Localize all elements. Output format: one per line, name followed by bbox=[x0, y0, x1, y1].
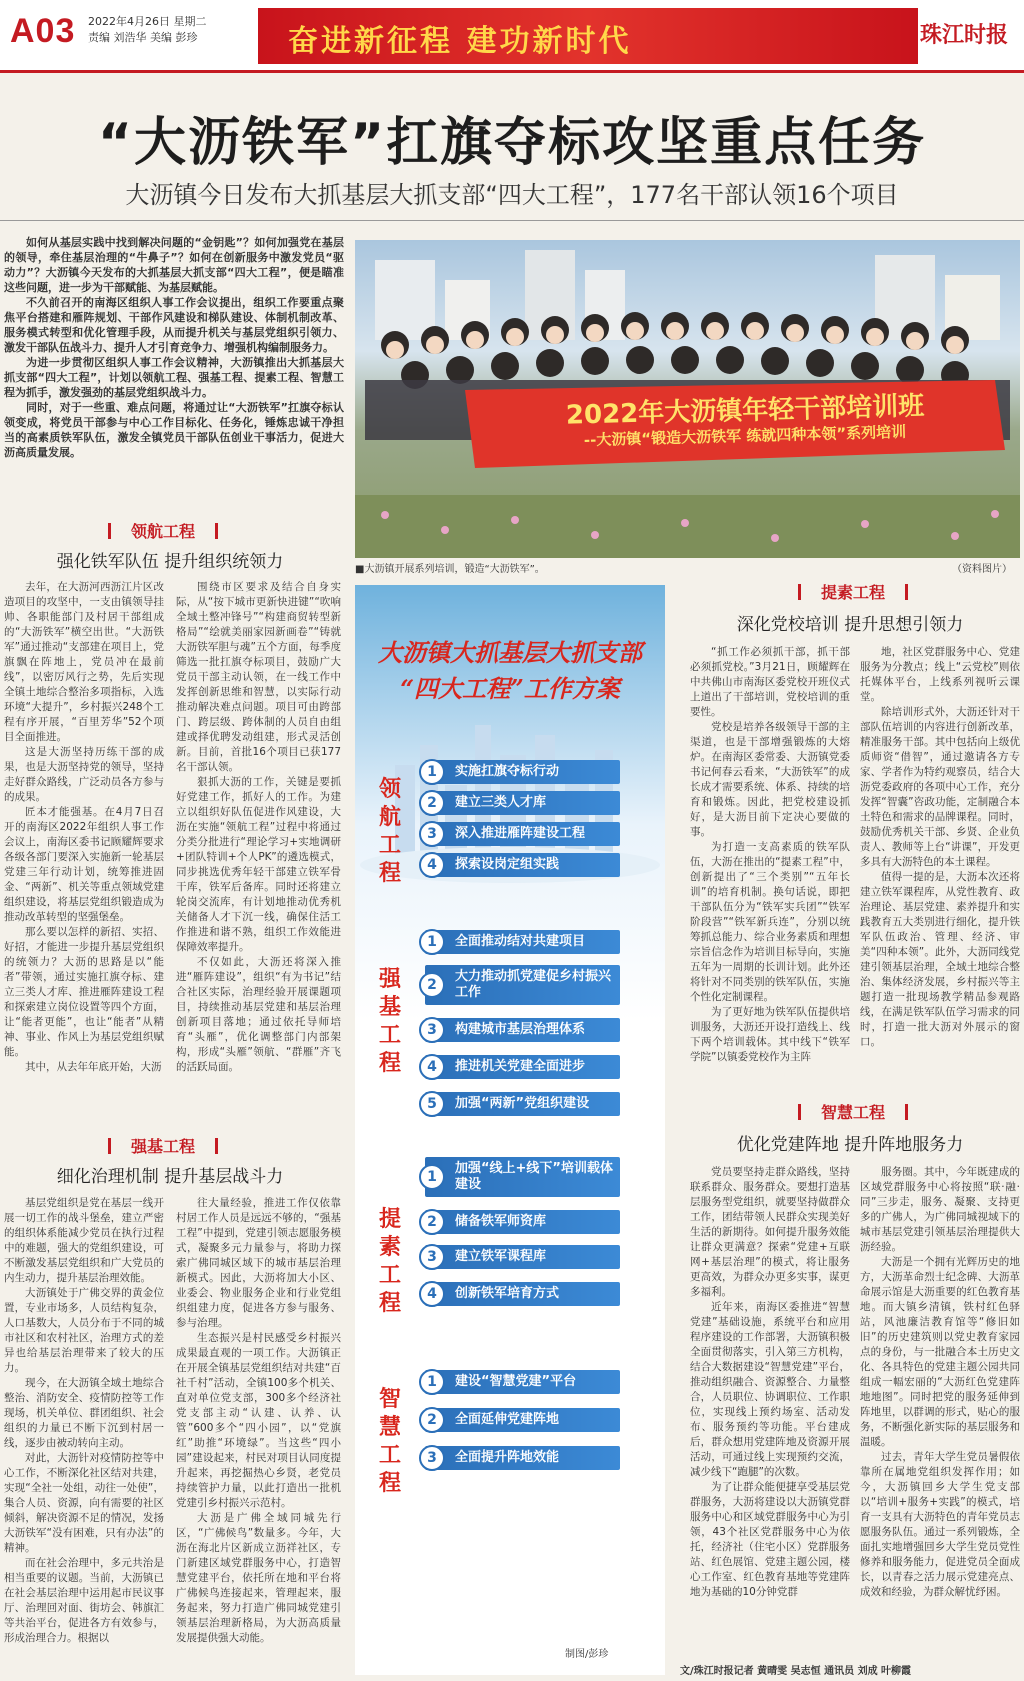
paragraph: 地，社区党群服务中心、党建服务为分教点；线上“云党校”则依托媒体平台，上线系列视听云课堂。 bbox=[860, 646, 1020, 703]
infographic-item bbox=[425, 1157, 620, 1197]
infographic-group-label-zhihui: 智慧工程 bbox=[378, 1386, 401, 1496]
headline: “大沥铁军”扛旗夺标攻坚重点任务 bbox=[97, 113, 927, 173]
item-text: 探索设岗定组实践 bbox=[455, 857, 560, 872]
infographic-title bbox=[355, 635, 665, 707]
infographic-title-line2: “四大工程”工作方案 bbox=[400, 674, 620, 703]
paragraph: 往大量经验，推进工作仅依靠村居工作人员是远远不够的，“强基工程”中提到，党建引领志愿服务模式，凝聚多元力量参与，将助力探索广佛同城区域下的城市基层治理新模式。因此，大沥将加大小区、业委会、物业服务企业和行业党组织组建力度，促进各方参与服务、参与治理。 bbox=[176, 1197, 341, 1329]
linghang-col1 bbox=[4, 580, 164, 1115]
paragraph: 那么要以怎样的新招、实招、好招，才能进一步提升基层党组织的统领力？大沥的思路是以“能者”带领，通过实施扛旗夺标、建立三类人才库、推进雁阵建设工程和探索建立岗位设置等四个方面，让“能者更能”，也让“能者”从精神、事业、作风上为基层党组织赋能。 bbox=[4, 926, 164, 1058]
paragraph: 围绕市区要求及结合自身实际，从“按下城市更新快进键”“吹响全域土整冲锋号”“构建商贸转型新格局”“绘就美丽家园新画卷”“铸就大沥铁军胆与魂”五个方面，每季度筛选一批扛旗夺标项目，鼓励广大党员干部主动认领，在一线工作中发挥创新思维和智慧，以实际行动推动解决难点问题。项目可由跨部门、跨层级、跨体制的人员自由组建或择优聘发动组建，形式灵活创新。目前，首批16个项目已获177名干部认领。 bbox=[176, 581, 341, 773]
article-byline: 文/珠江时报记者 黄晴雯 吴志恒 通讯员 刘成 叶柳霞 bbox=[680, 1666, 912, 1677]
linghang-col2 bbox=[176, 580, 341, 1115]
item-number-badge: 3 bbox=[419, 1017, 445, 1043]
infographic-item bbox=[425, 965, 620, 1005]
infographic-item bbox=[425, 1370, 620, 1394]
lead-paragraph: 如何从基层实践中找到解决问题的“金钥匙”？如何加强党在基层的领导，牵住基层治理的“牛鼻子”？如何在创新服务中激发党员“驱动力”？大沥镇今天发布的大抓基层大抓支部“四大工程”，便是瞄准这些问题，进一步为干部赋能、为基层赋能。 bbox=[4, 236, 344, 294]
item-number-badge: 2 bbox=[419, 1407, 445, 1433]
item-text: 全面推动结对共建项目 bbox=[455, 934, 586, 949]
subheadline: 大沥镇今日发布大抓基层大抓支部“四大工程”，177名干部认领16个项目 bbox=[125, 181, 899, 209]
infographic-group-label-qiangji: 强基工程 bbox=[378, 966, 401, 1076]
infographic-group-label-tisu: 提素工程 bbox=[378, 1206, 401, 1316]
paragraph: 现今，在大沥镇全域土地综合整治、消防安全、疫情防控等工作现场，机关单位、群团组织、社会组织的力量已不断下沉到村居一线，逐步由被动转向主动。 bbox=[4, 1377, 164, 1449]
item-text: 深入推进雁阵建设工程 bbox=[455, 826, 586, 841]
infographic-item bbox=[425, 853, 620, 877]
item-text: 储备铁军师资库 bbox=[455, 1214, 547, 1229]
section-title-linghang: 强化铁军队伍 提升组织统领力 bbox=[56, 552, 284, 572]
paragraph: 而在社会治理中，多元共治是相当重要的议题。当前，大沥镇已在社会基层治理中运用起市民议事厅、治理回对面、街坊会、韩旗汇等共治平台，促进各方有效参与，形成治理合力。根据以 bbox=[4, 1557, 164, 1644]
paragraph: 去年，在大沥河西沥江片区改造项目的攻坚中，一支由镇领导挂帅、各职能部门及村居干部组成的“大沥铁军”横空出世。“大沥铁军”通过推动“支部建在项目上，党旗飘在阵地上，党员冲在最前线”，以密厉风行之势，先后实现全镇土地综合整治多项指标，入选环境“大提升”，乡村振兴248个工程有序开展，“百里芳华”52个项目全面推进。 bbox=[4, 581, 164, 743]
zhihui-col2 bbox=[860, 1165, 1020, 1655]
item-text: 加强“线上+线下”培训载体建设 bbox=[455, 1161, 613, 1192]
paragraph: 服务圈。其中，今年既建成的区域党群服务中心将按照“联·融·同”三步走，服务、凝聚、支持更多的广佛人，为广佛同城视域下的城市基层党建引领基层治理提供大沥经验。 bbox=[860, 1166, 1020, 1253]
section-title-zhihui: 优化党建阵地 提升阵地服务力 bbox=[736, 1135, 964, 1155]
paragraph: 过去，青年大学生党员暑假依靠所在属地党组织发挥作用；如今，大沥镇回乡大学生党支部以“培训+服务+实践”的模式，培育一支具有大沥特色的青年党员志愿服务队伍。通过一系列锻炼，全面扎实地增强回乡大学生党员党性修养和服务能力，促进党员全面成长，以青春之活力展示党建亮点、成效和经验，为群众解忧纾困。 bbox=[860, 1451, 1020, 1598]
section-tag-zhihui: 智慧工程 bbox=[798, 1100, 908, 1122]
lead-paragraph: 不久前召开的南海区组织人事工作会议提出，组织工作要重点聚焦平台搭建和雁阵规划、干部作风建设和梯队建设、体制机制改革、服务模式转型和优化管理手段，从而提升机关与基层党组织引领力、激发干部队伍战斗力、提升人才引育竞争力、增强机构编制服务力。 bbox=[4, 296, 344, 354]
item-number-badge: 2 bbox=[419, 1209, 445, 1235]
section-title-qiangji: 细化治理机制 提升基层战斗力 bbox=[56, 1167, 284, 1187]
item-text: 建立三类人才库 bbox=[455, 795, 547, 810]
group-photo bbox=[355, 240, 1020, 558]
paragraph: 值得一提的是，大沥本次还将建立铁军课程库，从党性教育、政治理论、基层党建、素养提升和实践教育五大类别进行细化，提升铁军队伍政治、管理、经济、审美“四种本领”。此外，大沥同线党建引领基层治理，全域土地综合整治、集体经济发展，乡村振兴等主题打造一批现场教学精品参观路线，在满足铁军队伍学习需求的同时，打造一批大沥对外展示的窗口。 bbox=[860, 871, 1020, 1048]
item-number-badge: 1 bbox=[419, 1164, 445, 1190]
lead-text bbox=[4, 235, 344, 520]
item-number-badge: 1 bbox=[419, 759, 445, 785]
item-number-badge: 1 bbox=[419, 1369, 445, 1395]
section-title-tisu: 深化党校培训 提升思想引领力 bbox=[736, 615, 964, 635]
item-number-badge: 3 bbox=[419, 1244, 445, 1270]
paragraph: 大沥是一个拥有光辉历史的地方，大沥革命烈士纪念碑、大沥革命展示馆是大沥重要的红色教育基地。而大镇乡清镇，铁村红色驿站，风池廉洁教育馆等“修旧如旧”的历史建筑则以党史教育家园点的身份，与一批融合本土历史文化、各具特色的党建主题公园共同组成一幅宏丽的“大沥红色党建阵地地图”。同时把党的服务延伸到阵地里，以群调的形式，贴心的服务，不断强化新实际的基层服务和温暖。 bbox=[860, 1256, 1020, 1448]
paragraph: 为打造一支高素质的铁军队伍，大沥在推出的“提素工程”中，创新提出了“三个类别”“五年长训”的培育机制。换句话说，即把干部队伍分为“铁军实兵团”“铁军阶段营”“铁军新兵连”，分别以统筹抓总能力、综合业务素质和理想宗旨信念作为培训目标导向，实施五年为一周期的长训计划。此外还将针对不同类别的铁军队伍，实施个性化定制课程。 bbox=[690, 841, 850, 1003]
photo-caption-text: ■大沥镇开展系列培训，锻造“大沥铁军”。 bbox=[355, 564, 545, 575]
infographic-item bbox=[425, 1092, 620, 1116]
editors: 责编 刘浩华 美编 彭珍 bbox=[88, 31, 198, 44]
paragraph: 为了更好地为铁军队伍提供培训服务，大沥还开设打造线上、线下两个培训载体。其中线下“铁军学院”以镇委党校作为主阵 bbox=[690, 1006, 850, 1063]
infographic-item bbox=[425, 930, 620, 954]
tisu-col1 bbox=[690, 645, 850, 1100]
item-number-badge: 2 bbox=[419, 790, 445, 816]
section-tag-qiangji: 强基工程 bbox=[108, 1134, 218, 1156]
paragraph: 大沥是广佛全域同城先行区，“广佛候鸟”数量多。今年，大沥在海北片区新成立沥祥社区，专门新建区域党群服务中心，打造智慧党建平台，依托所在地和平台将广佛候鸟连接起来，管理起来，服务起来，努力打造广佛同城党建引领基层治理新格局，为大沥高质量发展提供强大动能。 bbox=[176, 1512, 341, 1644]
infographic-item bbox=[425, 1055, 620, 1079]
paragraph: 为了让群众能便捷享受基层党群服务，大沥将建设以大沥镇党群服务中心和区域党群服务中心为引领，43个社区党群服务中心为依托，经济社（住宅小区）党群服务站、红色展馆、党建主题公园，楼心工作室、红色教育基地等党建阵地为基础的10分钟党群 bbox=[690, 1481, 850, 1598]
item-number-badge: 2 bbox=[419, 972, 445, 998]
newspaper-logo: 珠江时报 bbox=[920, 22, 1009, 48]
section-tag-linghang: 领航工程 bbox=[108, 519, 218, 541]
masthead bbox=[0, 0, 1024, 70]
item-text: 全面延伸党建阵地 bbox=[455, 1412, 560, 1427]
page-number: A03 bbox=[10, 12, 76, 50]
qiangji-col2 bbox=[176, 1196, 341, 1676]
item-number-badge: 4 bbox=[419, 1054, 445, 1080]
infographic-item bbox=[425, 1282, 620, 1306]
item-text: 大力推动抓党建促乡村振兴工作 bbox=[455, 969, 612, 1000]
item-text: 推进机关党建全面进步 bbox=[455, 1059, 586, 1074]
item-number-badge: 1 bbox=[419, 929, 445, 955]
infographic-item bbox=[425, 791, 620, 815]
infographic-item bbox=[425, 822, 620, 846]
lead-paragraph: 同时，对于一些重、难点问题，将通过让“大沥铁军”扛旗夺标认领变成，将党员干部参与中心工作目标化、任务化，锤炼忠诚干净担当的高素质铁军队伍，激发全镇党员干部队伍创业干事活力，促进大沥高质量发展。 bbox=[4, 401, 344, 459]
item-number-badge: 3 bbox=[419, 1445, 445, 1471]
paragraph: 近年来，南海区委推进“智慧党建”基础设施，系统平台和应用程序建设的工作部署，大沥镇积极全面贯彻落实，引入第三方机构，结合大数据建设“智慧党建”平台，推动组织融合、资源整合、力量整合，人员职位、协调职位、工作职位，实现线上预约场室、活动发布、服务预约等功能。平台建成后，群众想用党建阵地及资源开展活动，可通过线上实现预约交流，减少线下“跑腿”的次数。 bbox=[690, 1301, 850, 1478]
item-number-badge: 4 bbox=[419, 852, 445, 878]
infographic-item bbox=[425, 1245, 620, 1269]
masthead-divider bbox=[0, 70, 1024, 73]
paragraph: 基层党组织是党在基层一线开展一切工作的战斗堡垒，建立严密的组织体系能减少党员在执行过程中的难题，强大的党组织建设，可不断激发基层党组织和广大党员的内生动力，提升基层治理效能。 bbox=[4, 1197, 164, 1284]
item-number-badge: 4 bbox=[419, 1281, 445, 1307]
paragraph: 生态振兴是村民感受乡村振兴成果最直观的一项工作。大沥镇正在开展全镇基层党组织结对共建“百社千村”活动，全镇100多个机关、直对单位党支部，300多个经济社党支部主动“认建、认养、认管”600多个“四小园”，以“党旗红”助推“环境绿”。当这些“四小园”建设起来，村民对项目认同度提升起来，再挖掘热心乡贤，老党员持续管护力量，以此打造出一批机党建引乡村振兴示范村。 bbox=[176, 1332, 341, 1509]
paragraph: 除培训形式外，大沥还针对干部队伍培训的内容进行创新改革，精准服务干部。其中包括向上级优质师资“借智”，通过邀请各方专家、学者作为特约观察员，结合大沥党委政府的各项中心工作，充分发挥“智囊”咨政功能，定制融合本土特色和需求的品牌课程。同时，鼓励优秀机关干部、乡贤、企业负责人、教师等上台“讲课”，开发更多具有大沥特色的本土课程。 bbox=[860, 706, 1020, 868]
paragraph: 对此，大沥针对疫情防控等中心工作，不断深化社区结对共建，实现“全社一处组，动往一处使”，集合人员、资源，向有需要的社区倾斜，解决资源不足的情况，发扬大沥铁军“没有困难，只有办法”的精神。 bbox=[4, 1452, 164, 1554]
infographic-title-line1: 大沥镇大抓基层大抓支部 bbox=[378, 638, 642, 667]
item-text: 加强“两新”党组织建设 bbox=[455, 1096, 590, 1111]
photo-banner-title: 2022年大沥镇年轻干部培训班 bbox=[565, 391, 925, 431]
paragraph: 狠抓大沥的工作，关键是要抓好党建工作，抓好人的工作。为建立以组织好队伍促进作风建设，大沥在实施“领航工程”过程中将通过分类分批进行“理论学习+实地调研+团队特训+个人PK”的遴选模式，同步挑选优秀年轻干部建立铁军骨干库，铁军后备库。同时还将建立轮岗交流库，有计划地推动优秀机关储备人才下沉一线，确保住活工作推进和谐不熟，组织工作效能进保障效率提升。 bbox=[176, 776, 341, 953]
section-tag-tisu: 提素工程 bbox=[798, 580, 908, 602]
zhihui-col1 bbox=[690, 1165, 850, 1655]
paragraph: 其中，从去年年底开始，大沥 bbox=[25, 1061, 162, 1073]
paragraph: 党员要坚持走群众路线，坚持联系群众、服务群众。要想打造基层服务型党组织，就要坚持做群众工作，团结带领人民群众实现美好生活的新期待。如何提升服务效能让群众更满意？探索“党建+互联网+基层治理”的模式，将让服务更高效，为群众办更多实事，谋更多福利。 bbox=[690, 1166, 850, 1298]
lead-paragraph: 为进一步贯彻区组织人事工作会议精神，大沥镇推出大抓基层大抓支部“四大工程”，计划以领航工程、强基工程、提素工程、智慧工程为抓手，激发强劲的基层党组织战斗力。 bbox=[4, 356, 344, 399]
infographic-item bbox=[425, 1446, 620, 1470]
date-block bbox=[88, 14, 207, 46]
paragraph: “抓工作必须抓干部，抓干部必须抓党校。”3月21日，顾耀辉在中共佛山市南海区委党校开班仪式上道出了干部培训，党校培训的重要性。 bbox=[690, 646, 850, 718]
photo-banner-subtitle: --大沥镇“锻造大沥铁军 练就四种本领”系列培训 bbox=[583, 422, 907, 450]
photo-caption bbox=[355, 560, 1020, 575]
issue-date: 2022年4月26日 星期二 bbox=[88, 15, 207, 28]
infographic-item bbox=[425, 1018, 620, 1042]
headline-divider bbox=[0, 220, 1024, 221]
infographic-credit: 制图/彭珍 bbox=[565, 1649, 609, 1660]
infographic-item bbox=[425, 1408, 620, 1432]
paragraph: 党校是培养各级领导干部的主渠道，也是干部增强锻炼的大熔炉。在南海区委常委、大沥镇党委书记何春云看来，“大沥铁军”的成长成才需要系统、体系、持续的培育和锻炼。因此，把党校建设抓好，是大沥目前下定决心要做的事。 bbox=[690, 721, 850, 838]
paragraph: 这是大沥坚持历练干部的成果，也是大沥坚持党的领导，坚持走好群众路线，广泛动员各方参与的成果。 bbox=[4, 746, 164, 803]
item-text: 建立铁军课程库 bbox=[455, 1249, 547, 1264]
theme-banner bbox=[258, 8, 918, 64]
photo-credit: （资料图片） bbox=[952, 564, 1012, 575]
infographic-group-label-linghang: 领航工程 bbox=[378, 776, 401, 886]
infographic-item bbox=[425, 760, 620, 784]
item-text: 建设“智慧党建”平台 bbox=[455, 1374, 577, 1389]
item-text: 创新铁军培育方式 bbox=[455, 1286, 560, 1301]
qiangji-col1 bbox=[4, 1196, 164, 1676]
paragraph: 匠本才能强基。在4月7日召开的南海区2022年组织人事工作会议上，南海区委书记顾耀辉要求各级各部门要深入实施新一轮基层党建三年行动计划，统筹推进固金、“两新”、机关等重点领域党建组织建设，将基层党组织锻造成为推动改革转型的坚强堡垒。 bbox=[4, 806, 164, 923]
item-number-badge: 3 bbox=[419, 821, 445, 847]
infographic-item bbox=[425, 1210, 620, 1234]
item-text: 构建城市基层治理体系 bbox=[455, 1022, 586, 1037]
item-text: 实施扛旗夺标行动 bbox=[455, 764, 560, 779]
tisu-col2 bbox=[860, 645, 1020, 1100]
paragraph: 不仅如此，大沥还将深入推进“雁阵建设”，组织“有为书记”结合社区实际，治理经验开展课题项目，持续推动基层党建和基层治理创新项目落地；通过依托导师培育“头雁”，优化调整部门内部架构，形成“头雁”领航、“群雁”齐飞的活跃局面。 bbox=[176, 956, 341, 1073]
theme-banner-text: 奋进新征程 建功新时代 bbox=[288, 24, 632, 59]
paragraph: 大沥镇处于广佛交界的黄金位置，专业市场多，人员结构复杂，人口基数大，人员分布于不同的城市社区和农村社区，治理方式的差异也给基层治理带来了较大的压力。 bbox=[4, 1287, 164, 1374]
four-projects-infographic bbox=[355, 585, 665, 1675]
item-text: 全面提升阵地效能 bbox=[455, 1450, 560, 1465]
item-number-badge: 5 bbox=[419, 1091, 445, 1117]
